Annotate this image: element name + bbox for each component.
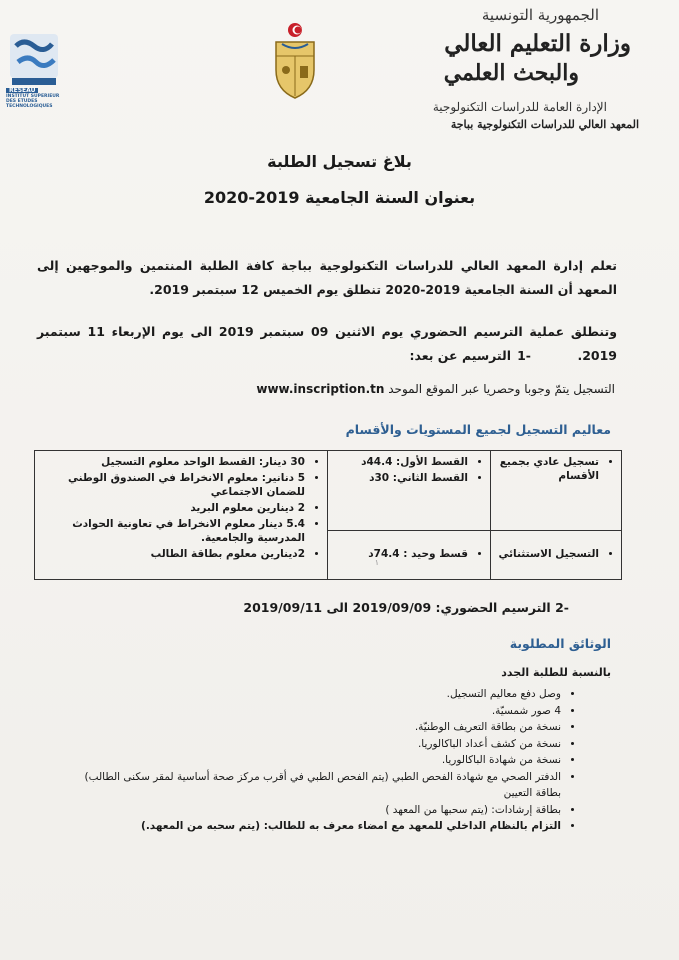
ministry-name-line2: والبحث العلمي [443,60,579,86]
fee-detail: • 5 دنانير: معلوم الانخراط في الصندوق الوطني للضمان الاجتماعي [41,471,305,499]
stray-mark: ١ [374,558,379,567]
list-item: • 4 صور شمسيّة. [41,703,561,720]
iset-logo-icon [8,32,60,90]
republic-emblem [268,20,322,100]
payment-installment: • القسط الثاني: 30د [334,471,468,485]
list-item: • الدفتر الصحي مع شهادة الفحص الطبي (يتم الفحص الطبي في أقرب مركز صحة أساسية لمقر سكنى الطالب) [41,769,561,786]
list-item: • وصل دفع معاليم التسجيل. [41,686,561,703]
document-title: بلاغ تسجيل الطلبة [267,152,412,171]
section2-number: -2 [555,600,569,615]
fee-type-cell [491,531,622,580]
section1-title: الترسيم عن بعد: [409,348,511,363]
institute-logo [8,32,60,94]
fee-payment-cell [328,451,491,531]
required-documents-list [41,686,575,835]
section1-number: -1 [517,348,531,363]
registration-website: www.inscription.tn [256,382,385,396]
online-registration-line [256,382,615,396]
list-item: • بطاقة إرشادات: (يتم سحبها من المعهد ) [41,802,561,819]
list-item: • نسخة من كشف أعداد الباكالوريا. [41,736,561,753]
list-item: • نسخة من شهادة الباكالوريا. [41,752,561,769]
list-item: • التزام بالنظام الداخلي للمعهد مع امضاء معرف به للطالب: (يتم سحبه من المعهد.) [41,818,561,835]
list-item: • نسخة من بطاقة التعريف الوطنيّة. [41,719,561,736]
table-row [35,451,622,531]
fee-detail: • 30 دينار: القسط الواحد معلوم التسجيل [41,455,305,469]
intro-paragraph: تعلم إدارة المعهد العالي للدراسات التكنولوجية بباجة كافة الطلبة المنتمين والموجهين إلى المعهد أن السنة الجامعية 2019-2020 تنطلق يوم الخميس 12 سبتمبر 2019. [37,258,617,297]
online-registration-text: التسجيل يتمّ وجوبا وحصريا عبر الموقع الموحد [388,382,615,396]
fee-detail: • 2 دينارين معلوم البريد [41,501,305,515]
logo-institute-name: INSTITUT SUPERIEUR DES ETUDES TECHNOLOGIQUES [6,94,60,109]
list-item: بطاقة التعيين [503,787,561,799]
fee-type: • تسجيل عادي بجميع الأقسام [497,455,599,483]
fee-details-cell [35,451,328,580]
fee-type: • التسجيل الاستثنائي [497,547,599,561]
registration-dates-paragraph: وتنطلق عملية الترسيم الحضوري يوم الاثنين 09 سبتمبر 2019 الى يوم الإربعاء 11 سبتمبر 2019. [37,324,617,363]
fee-detail: • 2دينارين معلوم بطاقة الطالب [41,547,305,561]
directorate-name: الإدارة العامة للدراسات التكنولوجية [432,100,607,114]
documents-heading: الوثائق المطلوبة [509,636,611,651]
fee-payment-cell [328,531,491,580]
fee-type-cell [491,451,622,531]
section2-title: الترسيم الحضوري: 2019/09/09 الى 2019/09/11 [243,600,551,615]
institute-name: المعهد العالي للدراسات التكنولوجية بباجة [450,118,639,131]
logo-caption [6,88,64,109]
republic-name: الجمهورية التونسية [481,6,599,24]
payment-installment: • القسط الأول: 44.4د [334,455,468,469]
logo-label: RESEAU [6,88,38,93]
fees-table [34,450,622,580]
payment-installment: • قسط وحيد : 74.4د [334,547,468,561]
section2-line [243,600,569,615]
fee-detail: • 5.4 دينار معلوم الانخراط في تعاونية الحوادث المدرسية والجامعية. [41,517,305,545]
ministry-name-line1: وزارة التعليم العالي [444,30,631,57]
coat-of-arms-icon [268,20,322,100]
new-students-heading: بالنسبة للطلبة الجدد [501,666,611,679]
document-subtitle: بعنوان السنة الجامعية 2019-2020 [203,188,476,207]
fees-heading: معاليم التسجيل لجميع المستويات والأقسام [345,422,611,437]
